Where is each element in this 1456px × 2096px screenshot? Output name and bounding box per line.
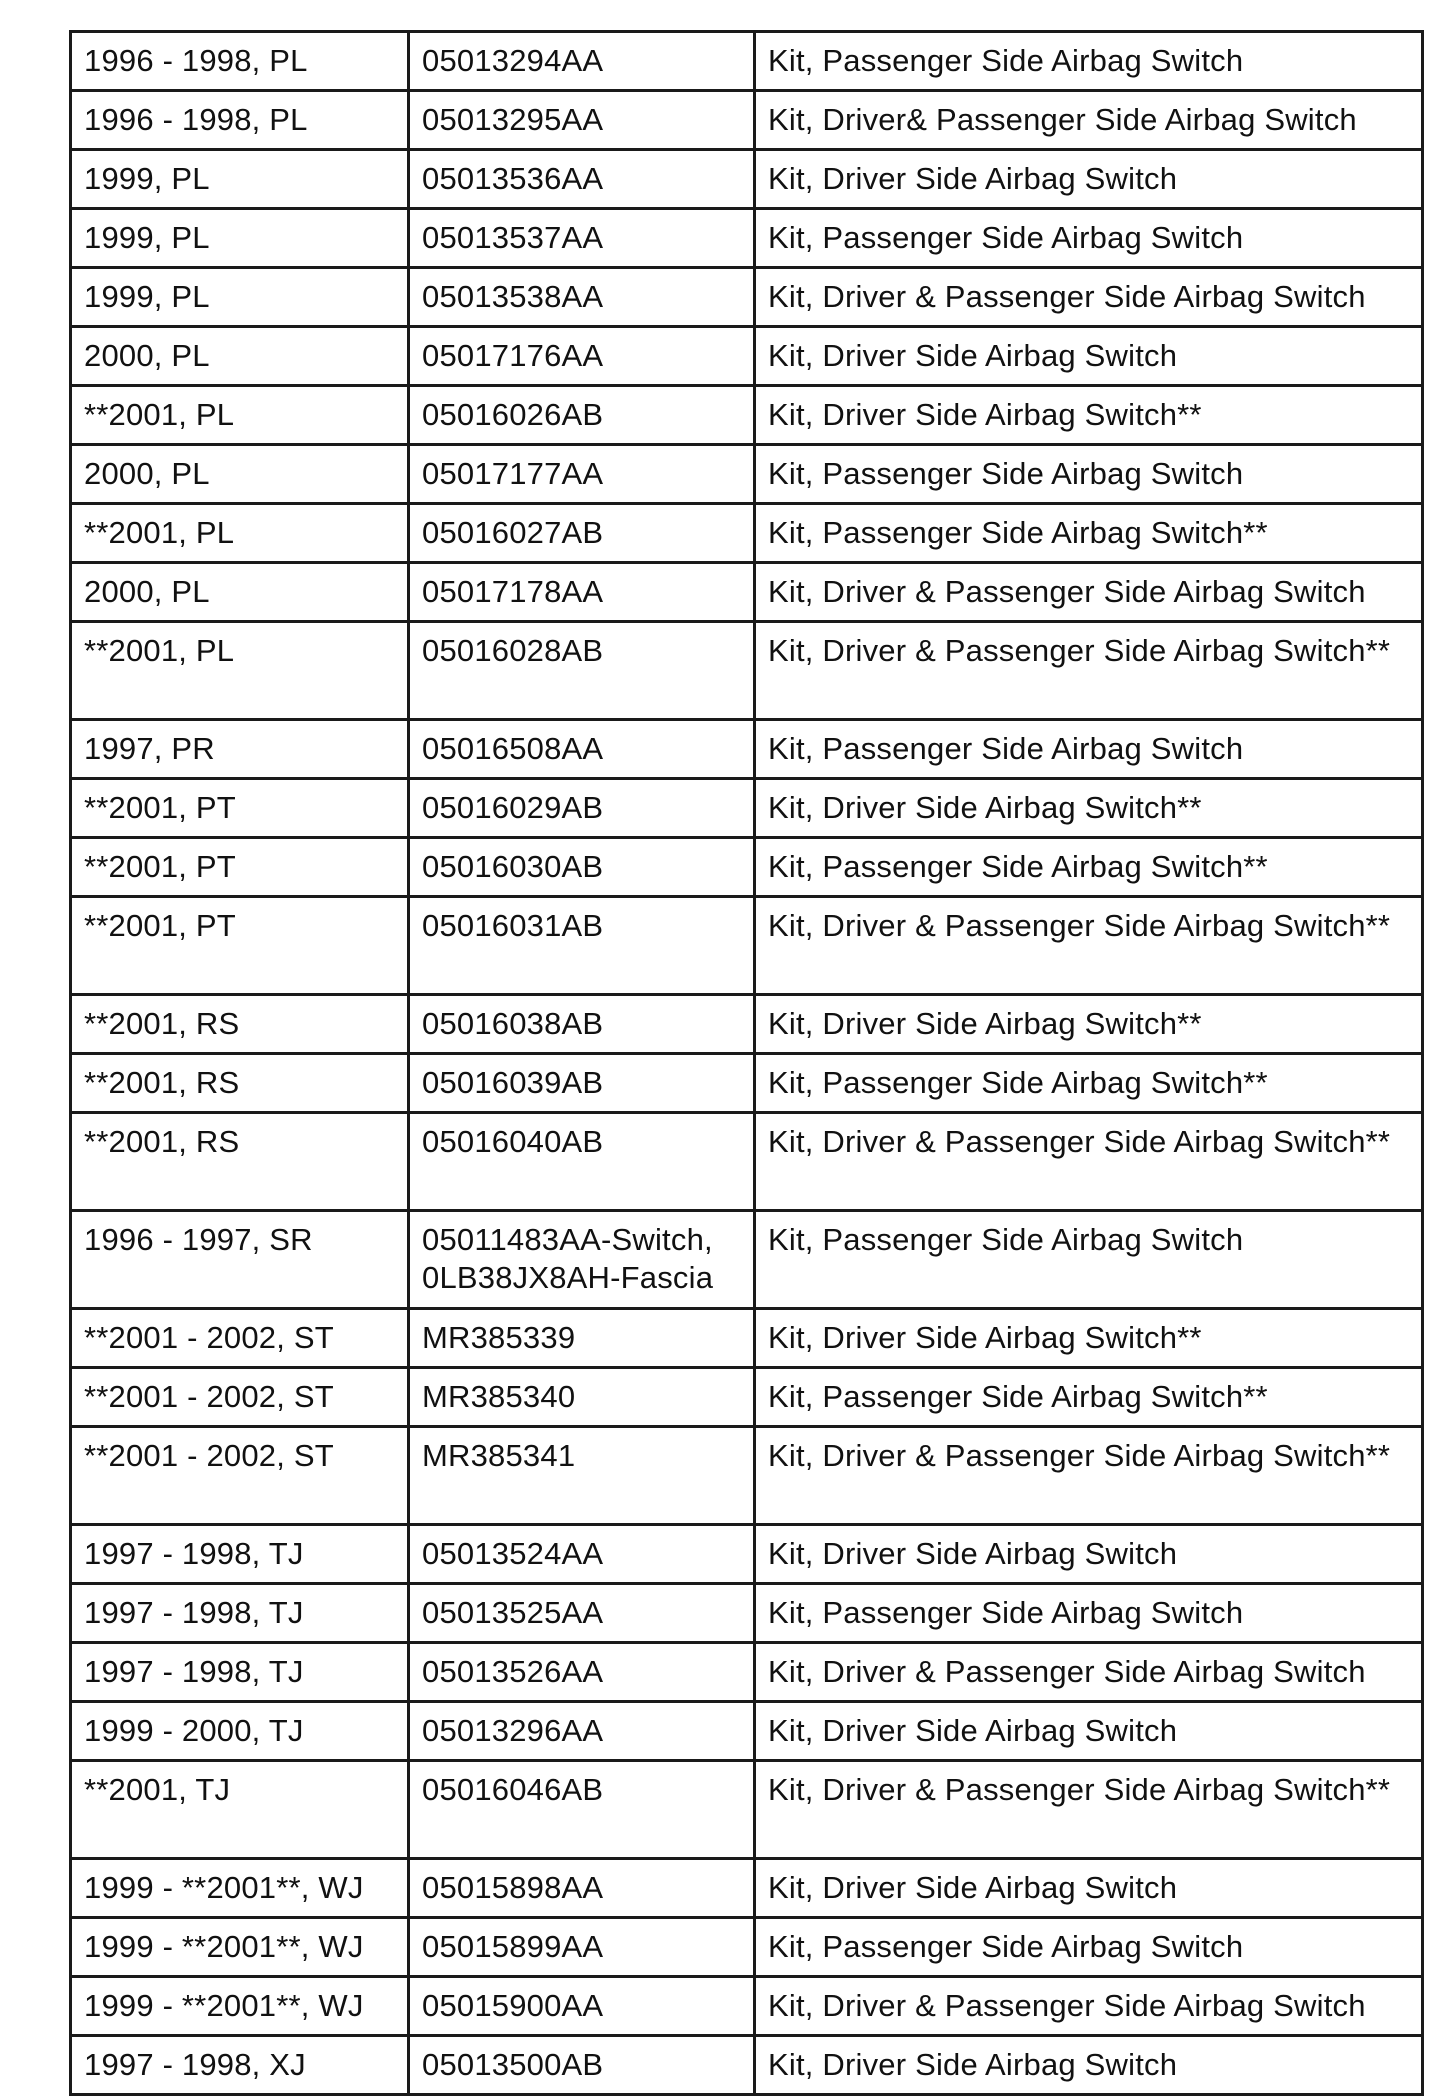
description-cell: Kit, Passenger Side Airbag Switch** — [755, 1368, 1423, 1427]
part-number-cell: 05013526AA — [409, 1643, 755, 1702]
model-year-cell: 1999, PL — [71, 150, 409, 209]
model-year-cell: **2001, PL — [71, 622, 409, 720]
description-cell: Kit, Driver & Passenger Side Airbag Switch** — [755, 897, 1423, 995]
table-row — [71, 32, 1423, 91]
part-number-cell: MR385339 — [409, 1309, 755, 1368]
model-year-cell: 2000, PL — [71, 327, 409, 386]
table-row — [71, 720, 1423, 779]
description-cell: Kit, Driver Side Airbag Switch** — [755, 1309, 1423, 1368]
description-cell: Kit, Driver Side Airbag Switch — [755, 1702, 1423, 1761]
model-year-cell: **2001 - 2002, ST — [71, 1368, 409, 1427]
part-number-cell: 05017178AA — [409, 563, 755, 622]
table-row — [71, 504, 1423, 563]
description-cell: Kit, Driver & Passenger Side Airbag Switch** — [755, 622, 1423, 720]
part-number-cell: 05016026AB — [409, 386, 755, 445]
model-year-cell: 2000, PL — [71, 445, 409, 504]
description-cell: Kit, Driver Side Airbag Switch — [755, 2036, 1423, 2095]
model-year-cell: **2001, PL — [71, 504, 409, 563]
description-cell: Kit, Passenger Side Airbag Switch** — [755, 504, 1423, 563]
airbag-switch-parts-table — [69, 30, 1424, 2096]
model-year-cell: 1997, PR — [71, 720, 409, 779]
model-year-cell: 1996 - 1998, PL — [71, 32, 409, 91]
description-cell: Kit, Passenger Side Airbag Switch — [755, 32, 1423, 91]
description-cell: Kit, Driver & Passenger Side Airbag Switch** — [755, 1113, 1423, 1211]
part-number-cell: MR385341 — [409, 1427, 755, 1525]
description-cell: Kit, Driver Side Airbag Switch — [755, 1859, 1423, 1918]
table-row — [71, 1702, 1423, 1761]
model-year-cell: 1999 - **2001**, WJ — [71, 1859, 409, 1918]
table-row — [71, 1054, 1423, 1113]
table-row — [71, 386, 1423, 445]
table-row — [71, 838, 1423, 897]
part-number-cell: 05013524AA — [409, 1525, 755, 1584]
table-row — [71, 995, 1423, 1054]
table-row — [71, 268, 1423, 327]
table-row — [71, 1211, 1423, 1309]
description-cell: Kit, Driver & Passenger Side Airbag Switch — [755, 1643, 1423, 1702]
description-cell: Kit, Driver & Passenger Side Airbag Switch** — [755, 1427, 1423, 1525]
model-year-cell: 1996 - 1998, PL — [71, 91, 409, 150]
description-cell: Kit, Passenger Side Airbag Switch — [755, 1211, 1423, 1309]
table-row — [71, 563, 1423, 622]
part-number-cell: MR385340 — [409, 1368, 755, 1427]
model-year-cell: 1999 - **2001**, WJ — [71, 1918, 409, 1977]
table-row — [71, 897, 1423, 995]
model-year-cell: **2001, RS — [71, 995, 409, 1054]
part-number-cell: 05013500AB — [409, 2036, 755, 2095]
table-row — [71, 1859, 1423, 1918]
part-number-cell: 05016508AA — [409, 720, 755, 779]
model-year-cell: 1999 - 2000, TJ — [71, 1702, 409, 1761]
description-cell: Kit, Driver Side Airbag Switch — [755, 327, 1423, 386]
description-cell: Kit, Passenger Side Airbag Switch — [755, 1584, 1423, 1643]
model-year-cell: 1997 - 1998, XJ — [71, 2036, 409, 2095]
description-cell: Kit, Passenger Side Airbag Switch — [755, 720, 1423, 779]
model-year-cell: 1999 - **2001**, WJ — [71, 1977, 409, 2036]
model-year-cell: **2001, PT — [71, 897, 409, 995]
description-cell: Kit, Driver Side Airbag Switch** — [755, 995, 1423, 1054]
description-cell: Kit, Driver Side Airbag Switch — [755, 1525, 1423, 1584]
part-number-cell: 05013536AA — [409, 150, 755, 209]
description-cell: Kit, Driver & Passenger Side Airbag Switch — [755, 1977, 1423, 2036]
model-year-cell: **2001, RS — [71, 1113, 409, 1211]
part-number-cell: 05016046AB — [409, 1761, 755, 1859]
model-year-cell: **2001, RS — [71, 1054, 409, 1113]
table-row — [71, 1643, 1423, 1702]
document-page — [69, 30, 1421, 2096]
part-number-cell: 05016038AB — [409, 995, 755, 1054]
part-number-cell: 05015900AA — [409, 1977, 755, 2036]
part-number-cell: 05016029AB — [409, 779, 755, 838]
model-year-cell: 1997 - 1998, TJ — [71, 1584, 409, 1643]
part-number-cell: 05013295AA — [409, 91, 755, 150]
part-number-cell: 05016028AB — [409, 622, 755, 720]
part-number-cell: 05017176AA — [409, 327, 755, 386]
description-cell: Kit, Passenger Side Airbag Switch — [755, 209, 1423, 268]
table-row — [71, 327, 1423, 386]
table-row — [71, 1113, 1423, 1211]
description-cell: Kit, Driver& Passenger Side Airbag Switch — [755, 91, 1423, 150]
part-number-cell: 05011483AA-Switch, 0LB38JX8AH-Fascia — [409, 1211, 755, 1309]
description-cell: Kit, Driver Side Airbag Switch** — [755, 779, 1423, 838]
table-row — [71, 1525, 1423, 1584]
part-number-cell: 05016027AB — [409, 504, 755, 563]
table-row — [71, 91, 1423, 150]
model-year-cell: **2001, TJ — [71, 1761, 409, 1859]
description-cell: Kit, Passenger Side Airbag Switch** — [755, 1054, 1423, 1113]
model-year-cell: **2001 - 2002, ST — [71, 1309, 409, 1368]
description-cell: Kit, Driver Side Airbag Switch — [755, 150, 1423, 209]
table-row — [71, 150, 1423, 209]
description-cell: Kit, Driver & Passenger Side Airbag Switch — [755, 563, 1423, 622]
model-year-cell: **2001 - 2002, ST — [71, 1427, 409, 1525]
table-row — [71, 1761, 1423, 1859]
model-year-cell: 1997 - 1998, TJ — [71, 1525, 409, 1584]
part-number-cell: 05013294AA — [409, 32, 755, 91]
table-row — [71, 1584, 1423, 1643]
model-year-cell: 1996 - 1997, SR — [71, 1211, 409, 1309]
description-cell: Kit, Passenger Side Airbag Switch — [755, 1918, 1423, 1977]
model-year-cell: 1999, PL — [71, 268, 409, 327]
table-row — [71, 209, 1423, 268]
description-cell: Kit, Passenger Side Airbag Switch** — [755, 838, 1423, 897]
table-row — [71, 622, 1423, 720]
part-number-cell: 05013538AA — [409, 268, 755, 327]
model-year-cell: **2001, PL — [71, 386, 409, 445]
part-number-cell: 05015898AA — [409, 1859, 755, 1918]
part-number-cell: 05016031AB — [409, 897, 755, 995]
table-row — [71, 445, 1423, 504]
description-cell: Kit, Driver & Passenger Side Airbag Switch** — [755, 1761, 1423, 1859]
table-row — [71, 1918, 1423, 1977]
description-cell: Kit, Driver & Passenger Side Airbag Switch — [755, 268, 1423, 327]
table-row — [71, 779, 1423, 838]
table-row — [71, 1368, 1423, 1427]
model-year-cell: **2001, PT — [71, 779, 409, 838]
model-year-cell: **2001, PT — [71, 838, 409, 897]
part-number-cell: 05017177AA — [409, 445, 755, 504]
table-row — [71, 1977, 1423, 2036]
description-cell: Kit, Passenger Side Airbag Switch — [755, 445, 1423, 504]
table-row — [71, 1309, 1423, 1368]
part-number-cell: 05013525AA — [409, 1584, 755, 1643]
part-number-cell: 05016039AB — [409, 1054, 755, 1113]
model-year-cell: 2000, PL — [71, 563, 409, 622]
table-row — [71, 2036, 1423, 2095]
model-year-cell: 1997 - 1998, TJ — [71, 1643, 409, 1702]
description-cell: Kit, Driver Side Airbag Switch** — [755, 386, 1423, 445]
part-number-cell: 05015899AA — [409, 1918, 755, 1977]
part-number-cell: 05013537AA — [409, 209, 755, 268]
part-number-cell: 05016040AB — [409, 1113, 755, 1211]
model-year-cell: 1999, PL — [71, 209, 409, 268]
table-row — [71, 1427, 1423, 1525]
part-number-cell: 05016030AB — [409, 838, 755, 897]
part-number-cell: 05013296AA — [409, 1702, 755, 1761]
